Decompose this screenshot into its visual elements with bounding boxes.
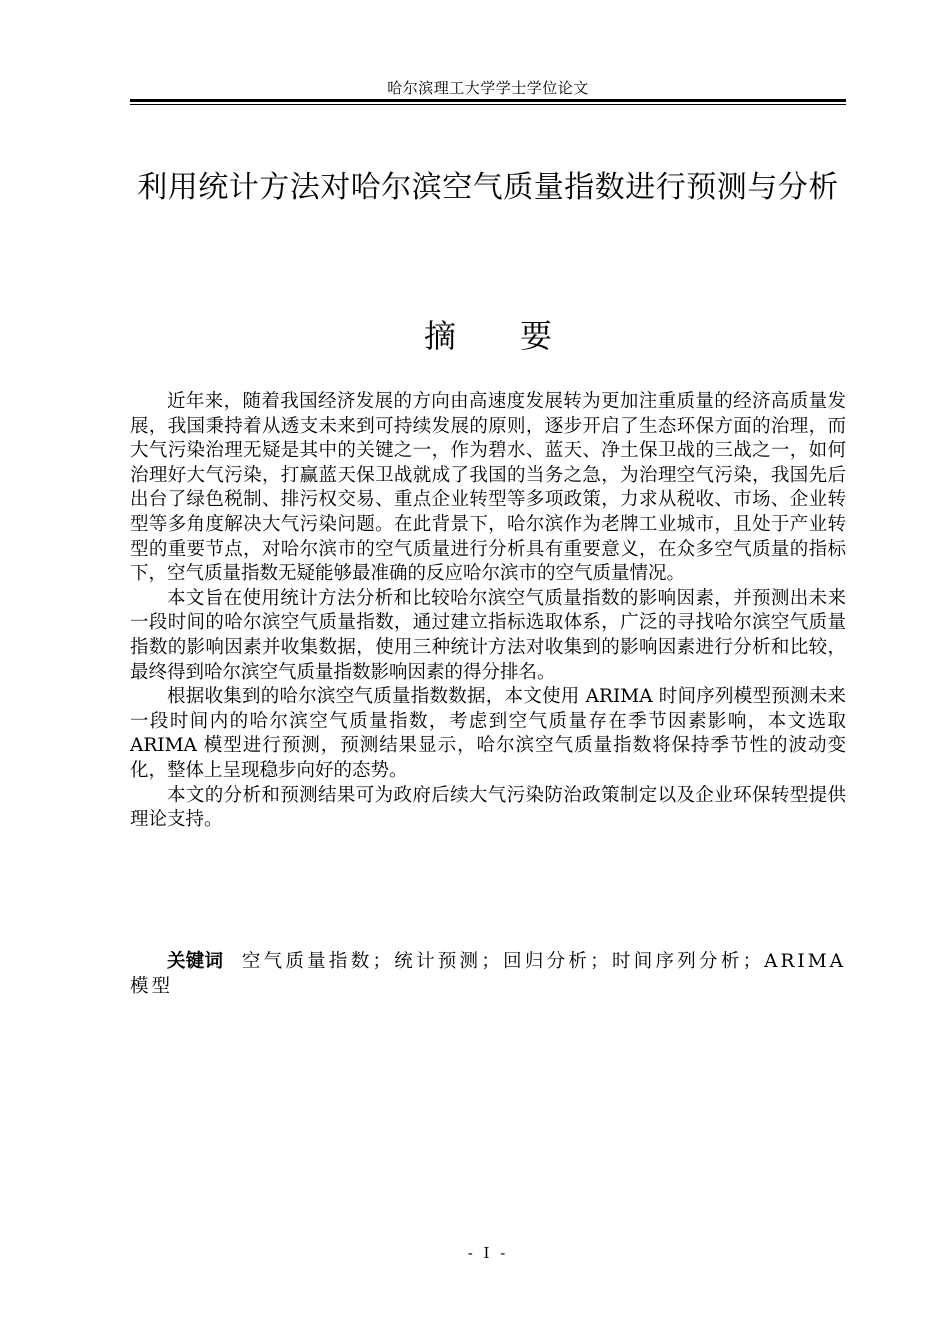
abstract-paragraph: 本文旨在使用统计方法分析和比较哈尔滨空气质量指数的影响因素，并预测出未来一段时间的哈尔滨空气质量指数，通过建立指标选取体系，广泛的寻找哈尔滨空气质量指数的影响因素并收集数据，使用三种统计方法对收集到的影响因素进行分析和比较，最终得到哈尔滨空气质量指数影响因素的得分排名。 <box>130 587 846 683</box>
abstract-heading: 摘要 <box>423 317 616 355</box>
keywords-line <box>130 950 846 999</box>
page-number: - I - <box>467 1244 509 1262</box>
abstract-paragraph: 本文的分析和预测结果可为政府后续大气污染防治政策制定以及企业环保转型提供理论支持。 <box>130 784 846 831</box>
keywords-label: 关键词 <box>167 951 224 972</box>
abstract-body <box>130 390 846 833</box>
header-rule-thick <box>130 99 846 102</box>
header-rule-thin <box>130 104 846 105</box>
abstract-paragraph: 近年来，随着我国经济发展的方向由高速度发展转为更加注重质量的经济高质量发展，我国秉持着从透支未来到可持续发展的原则，逐步开启了生态环保方面的治理，而大气污染治理无疑是其中的关键之一，作为碧水、蓝天、净土保卫战的三战之一，如何治理好大气污染，打赢蓝天保卫战就成了我国的当务之急，为治理空气污染，我国先后出台了绿色税制、排污权交易、重点企业转型等多项政策，力求从税收、市场、企业转型等多角度解决大气污染问题。在此背景下，哈尔滨作为老牌工业城市，且处于产业转型的重要节点，对哈尔滨市的空气质量进行分析具有重要意义，在众多空气质量的指标下，空气质量指数无疑能够最准确的反应哈尔滨市的空气质量情况。 <box>130 391 846 585</box>
running-header: 哈尔滨理工大学学士学位论文 <box>387 79 589 97</box>
keywords-text: 空气质量指数；统计预测；回归分析；时间序列分析；ARIMA 模型 <box>130 951 846 997</box>
thesis-title: 利用统计方法对哈尔滨空气质量指数进行预测与分析 <box>137 170 839 205</box>
abstract-paragraph: 根据收集到的哈尔滨空气质量指数数据，本文使用 ARIMA 时间序列模型预测未来一段时间内的哈尔滨空气质量指数，考虑到空气质量存在季节因素影响，本文选取 ARIMA 模型进行预测，预测结果显示，哈尔滨空气质量指数将保持季节性的波动变化，整体上呈现稳步向好的态势。 <box>130 686 846 781</box>
